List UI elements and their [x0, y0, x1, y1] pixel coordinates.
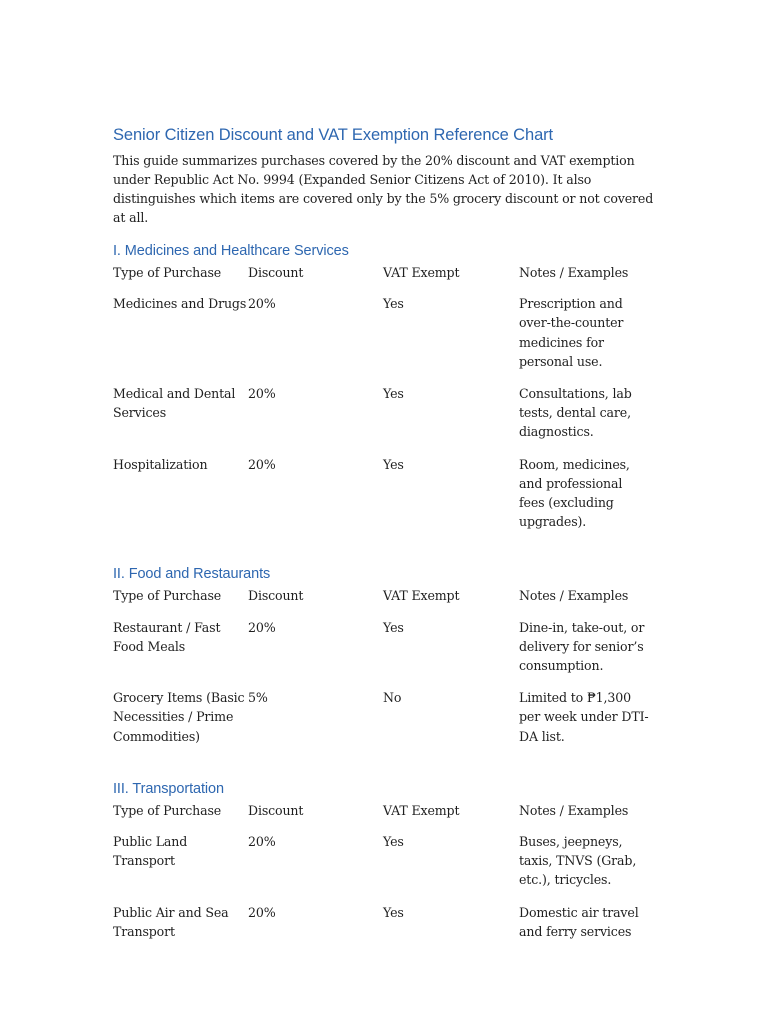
purchase-table — [113, 801, 653, 954]
cell-vat: No — [383, 690, 402, 706]
column-header-type: Type of Purchase — [113, 588, 222, 604]
purchase-table — [113, 586, 653, 758]
cell-discount: 20% — [248, 456, 276, 472]
column-header-discount: Discount — [248, 802, 304, 818]
cell-vat: Yes — [383, 296, 404, 312]
table-row — [113, 455, 653, 545]
cell-type: Medical and Dental Services — [113, 386, 236, 421]
column-header-vat: VAT Exempt — [383, 588, 460, 604]
cell-discount: 20% — [248, 386, 276, 402]
column-header-vat: VAT Exempt — [383, 265, 460, 280]
table-row — [113, 903, 653, 954]
column-header-notes: Notes / Examples — [519, 265, 629, 280]
column-header-notes: Notes / Examples — [519, 588, 629, 604]
section-heading: I. Medicines and Healthcare Services — [113, 243, 349, 259]
cell-discount: 5% — [248, 690, 268, 706]
cell-type: Grocery Items (Basic Necessities / Prime Commodities) — [113, 690, 245, 744]
cell-type: Public Land Transport — [113, 834, 188, 869]
cell-notes: Consultations, lab tests, dental care, diagnostics. — [519, 386, 632, 440]
section-heading: II. Food and Restaurants — [113, 566, 271, 583]
document-title: Senior Citizen Discount and VAT Exemption Reference Chart — [113, 126, 554, 144]
table-header-row — [113, 586, 653, 617]
cell-discount: 20% — [248, 296, 276, 312]
cell-notes: Domestic air travel and ferry services — [519, 904, 639, 939]
table-row — [113, 618, 653, 689]
cell-discount: 20% — [248, 834, 276, 850]
section-heading: III. Transportation — [113, 780, 224, 797]
column-header-type: Type of Purchase — [113, 265, 222, 280]
cell-notes: Room, medicines, and professional fees (excluding upgrades). — [519, 456, 630, 530]
cell-vat: Yes — [383, 834, 404, 850]
column-header-vat: VAT Exempt — [383, 802, 460, 818]
cell-type: Medicines and Drugs — [113, 296, 247, 312]
cell-vat: Yes — [383, 456, 404, 472]
cell-type: Restaurant / Fast Food Meals — [113, 619, 221, 654]
table-header-row — [113, 263, 653, 294]
cell-discount: 20% — [248, 904, 276, 920]
table-row — [113, 832, 653, 903]
column-header-discount: Discount — [248, 265, 304, 280]
cell-notes: Prescription and over-the-counter medicines for personal use. — [519, 296, 624, 369]
cell-vat: Yes — [383, 619, 404, 635]
table-row — [113, 294, 653, 384]
table-row — [113, 384, 653, 455]
table-header-row — [113, 801, 653, 832]
cell-type: Hospitalization — [113, 456, 208, 472]
section-food — [113, 564, 658, 758]
purchase-table — [113, 263, 653, 544]
column-header-discount: Discount — [248, 588, 304, 604]
column-header-notes: Notes / Examples — [519, 802, 629, 818]
table-row — [113, 688, 653, 759]
column-header-type: Type of Purchase — [113, 802, 222, 818]
cell-notes: Limited to ₱1,300 per week under DTI-DA list. — [519, 690, 649, 744]
cell-vat: Yes — [383, 904, 404, 920]
cell-discount: 20% — [248, 619, 276, 635]
document-page — [113, 124, 658, 954]
cell-notes: Buses, jeepneys, taxis, TNVS (Grab, etc.), tricycles. — [519, 834, 637, 888]
intro-paragraph: This guide summarizes purchases covered by the 20% discount and VAT exemption under Republic Act No. 9994 (Expanded Senior Citizens Act of 2010). It also distinguishes which items are covered only by the 5% grocery discount or not covered at all. — [113, 153, 654, 225]
cell-type: Public Air and Sea Transport — [113, 904, 229, 939]
cell-notes: Dine-in, take-out, or delivery for senior’s consumption. — [519, 619, 645, 674]
section-medicines — [113, 241, 658, 544]
cell-vat: Yes — [383, 386, 404, 402]
section-transportation — [113, 779, 658, 954]
